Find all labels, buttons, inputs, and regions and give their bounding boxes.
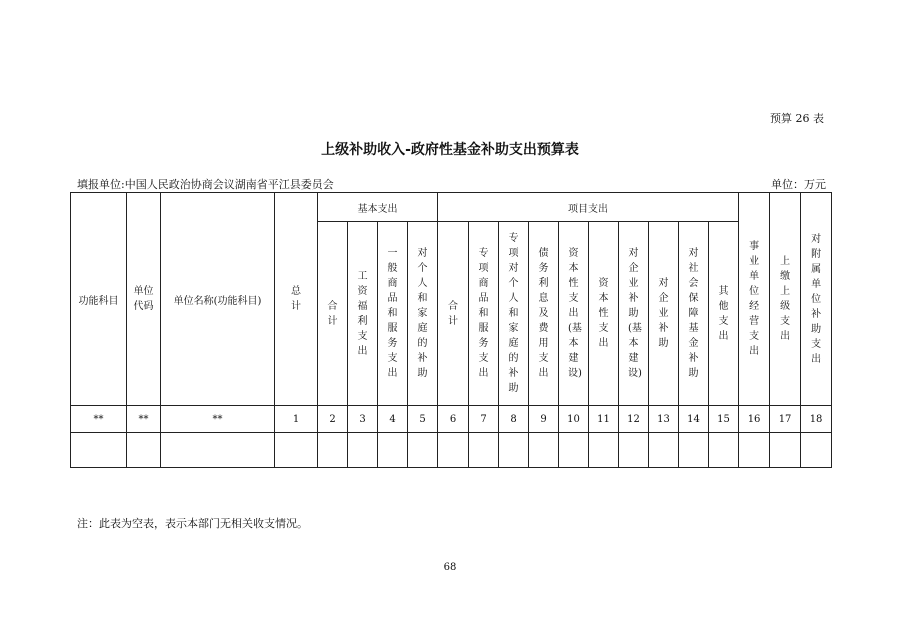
- reporting-unit: 填报单位:中国人民政治协商会议湖南省平江县委员会: [77, 178, 334, 191]
- header-project: 对企业补助(基本建设): [619, 222, 649, 406]
- empty-cell: [318, 433, 348, 468]
- index-cell: 6: [438, 406, 469, 433]
- empty-cell: [378, 433, 408, 468]
- index-cell: 13: [649, 406, 679, 433]
- header-func-subject: 功能科目: [71, 193, 127, 406]
- index-cell: 11: [589, 406, 619, 433]
- index-cell: 17: [770, 406, 801, 433]
- footnote: 注：此表为空表，表示本部门无相关收支情况。: [77, 517, 308, 530]
- header-total: 总计: [275, 193, 318, 406]
- page-number: 68: [443, 562, 457, 573]
- index-cell: 3: [348, 406, 378, 433]
- header-project: 对企业补助: [649, 222, 679, 406]
- empty-cell: [499, 433, 529, 468]
- empty-cell: [127, 433, 161, 468]
- index-cell: 7: [469, 406, 499, 433]
- empty-cell: [559, 433, 589, 468]
- page-title: 上级补助收入-政府性基金补助支出预算表: [321, 142, 579, 158]
- index-cell: 15: [709, 406, 739, 433]
- index-cell: 1: [275, 406, 318, 433]
- empty-cell: [801, 433, 832, 468]
- header-unit-code: 单位代码: [127, 193, 161, 406]
- empty-cell: [438, 433, 469, 468]
- index-cell: 4: [378, 406, 408, 433]
- empty-cell: [469, 433, 499, 468]
- header-basic: 工资福利支出: [348, 222, 378, 406]
- index-cell: 10: [559, 406, 589, 433]
- header-project: 其他支出: [709, 222, 739, 406]
- empty-data-row: [71, 433, 832, 468]
- header-basic-group: 基本支出: [318, 193, 438, 222]
- index-cell: **: [71, 406, 127, 433]
- header-basic: 对个人和家庭的补助: [408, 222, 438, 406]
- header-project: 合计: [438, 222, 469, 406]
- budget-table: [70, 192, 832, 468]
- header-unit-name: 单位名称(功能科目): [161, 193, 275, 406]
- index-cell: 16: [739, 406, 770, 433]
- empty-cell: [348, 433, 378, 468]
- empty-cell: [709, 433, 739, 468]
- table-number-label: 预算 26 表: [770, 112, 824, 125]
- empty-cell: [408, 433, 438, 468]
- empty-cell: [161, 433, 275, 468]
- index-cell: 2: [318, 406, 348, 433]
- header-tail: 对附属单位补助支出: [801, 193, 832, 406]
- empty-cell: [770, 433, 801, 468]
- header-project: 资本性支出(基本建设): [559, 222, 589, 406]
- header-project: 资本性支出: [589, 222, 619, 406]
- header-project: 专项对个人和家庭的补助: [499, 222, 529, 406]
- index-row: [71, 406, 832, 433]
- header-basic: 合计: [318, 222, 348, 406]
- header-project-group: 项目支出: [438, 193, 739, 222]
- empty-cell: [649, 433, 679, 468]
- empty-cell: [589, 433, 619, 468]
- header-project: 债务利息及费用支出: [529, 222, 559, 406]
- empty-cell: [275, 433, 318, 468]
- index-cell: 9: [529, 406, 559, 433]
- index-cell: 8: [499, 406, 529, 433]
- header-project: 对社会保障基金补助: [679, 222, 709, 406]
- empty-cell: [739, 433, 770, 468]
- index-cell: 12: [619, 406, 649, 433]
- index-cell: **: [161, 406, 275, 433]
- index-cell: 18: [801, 406, 832, 433]
- index-cell: **: [127, 406, 161, 433]
- header-project: 专项商品和服务支出: [469, 222, 499, 406]
- header-tail: 上缴上级支出: [770, 193, 801, 406]
- currency-unit: 单位：万元: [771, 178, 826, 191]
- empty-cell: [71, 433, 127, 468]
- empty-cell: [529, 433, 559, 468]
- empty-cell: [619, 433, 649, 468]
- header-tail: 事业单位经营支出: [739, 193, 770, 406]
- header-basic: 一般商品和服务支出: [378, 222, 408, 406]
- index-cell: 5: [408, 406, 438, 433]
- empty-cell: [679, 433, 709, 468]
- index-cell: 14: [679, 406, 709, 433]
